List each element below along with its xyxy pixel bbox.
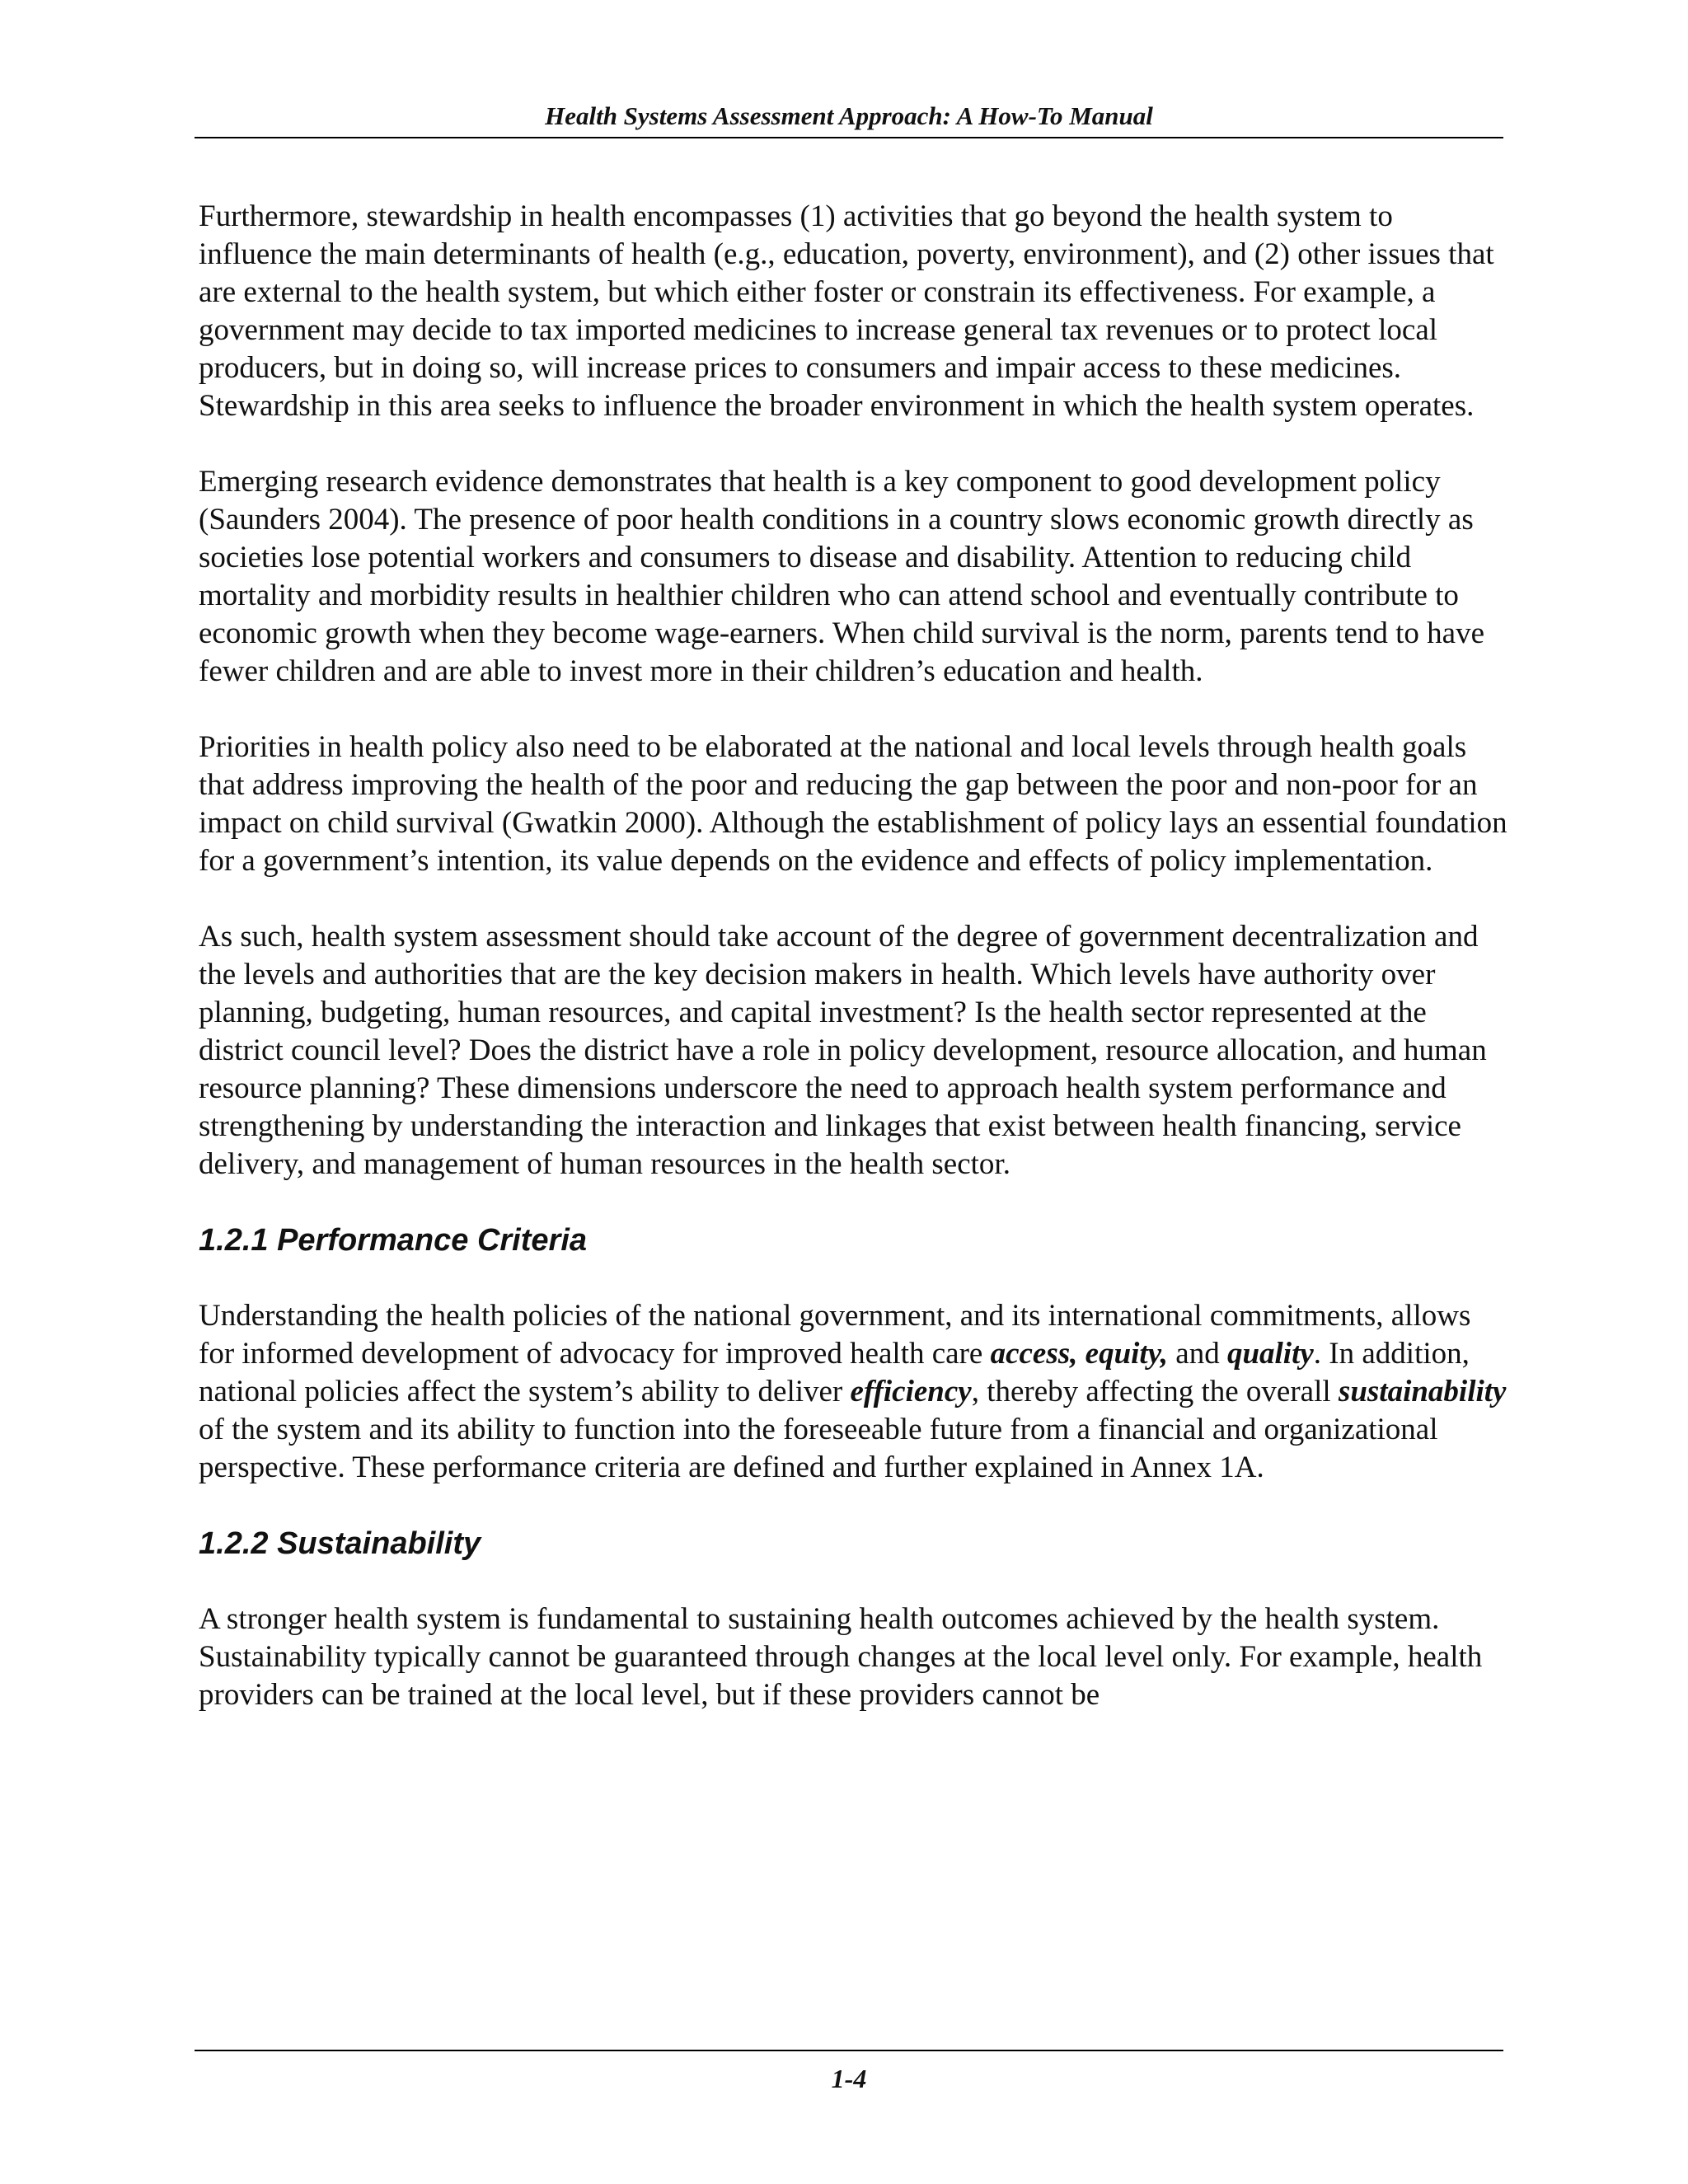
footer-divider [195,2050,1503,2051]
section-heading-sustainability: 1.2.2 Sustainability [199,1526,481,1561]
text-run: Understanding the health policies of the national government, and its international commitments, allows for informed development of advocacy for improved health care [199,1299,1471,1371]
emphasis-efficiency: efficiency [850,1375,972,1408]
text-run: and [1168,1337,1227,1371]
page-body [199,198,1513,1752]
text-run: , thereby affecting the overall [971,1375,1339,1408]
emphasis-sustainability: sustainability [1338,1375,1507,1408]
paragraph-research-evidence: Emerging research evidence demonstrates that health is a key component to good development policy (Saunders 2004). The presence of poor health conditions in a country slows economic growth directly as societies lose potential workers and consumers to disease and disability. Attention to reducing child mortality and morbidity results in healthier children who can attend school and eventually contribute to economic growth when they become wage-earners. When child survival is the norm, parents tend to have fewer children and are able to invest more in their children’s education and health. [199,465,1484,688]
emphasis-quality: quality [1226,1337,1314,1371]
paragraph-stewardship: Furthermore, stewardship in health encompasses (1) activities that go beyond the health system to influence the main determinants of health (e.g., education, poverty, environment), and (2) other issues that are external to the health system, but which either foster or constrain its effectiveness. For example, a government may decide to tax imported medicines to increase general tax revenues or to protect local producers, but in doing so, will increase prices to consumers and impair access to these medicines. Stewardship in this area seeks to influence the broader environment in which the health system operates. [199,199,1494,423]
text-run: . In addition, national policies affect the system’s ability to deliver [199,1337,1470,1408]
paragraph-performance-criteria [199,1297,1513,1487]
emphasis-access-equity: access, equity, [990,1337,1169,1371]
page-number: 1-4 [831,2064,867,2093]
running-header: Health Systems Assessment Approach: A How-To Manual [195,97,1503,138]
text-run: of the system and its ability to function into the foreseeable future from a financial and organizational perspective. These performance criteria are defined and further explained in Annex 1A. [199,1413,1438,1484]
paragraph-sustainability: A stronger health system is fundamental to sustaining health outcomes achieved by the health system. Sustainability typically cannot be guaranteed through changes at the local level only. For example, health providers can be trained at the local level, but if these providers cannot be [199,1602,1483,1712]
paragraph-decentralization: As such, health system assessment should take account of the degree of government decentralization and the levels and authorities that are the key decision makers in health. Which levels have authority over planning, budgeting, human resources, and capital investment? Is the health sector represented at the district council level? Does the district have a role in policy development, resource allocation, and human resource planning? These dimensions underscore the need to approach health system performance and strengthening by understanding the interaction and linkages that exist between health financing, service delivery, and management of human resources in the health sector. [199,920,1487,1181]
section-heading-performance-criteria: 1.2.1 Performance Criteria [199,1223,588,1258]
paragraph-priorities: Priorities in health policy also need to be elaborated at the national and local levels through health goals that address improving the health of the poor and reducing the gap between the poor and non-poor for an impact on child survival (Gwatkin 2000). Although the establishment of policy lays an essential foundation for a government’s intention, its value depends on the evidence and effects of policy implementation. [199,730,1507,878]
